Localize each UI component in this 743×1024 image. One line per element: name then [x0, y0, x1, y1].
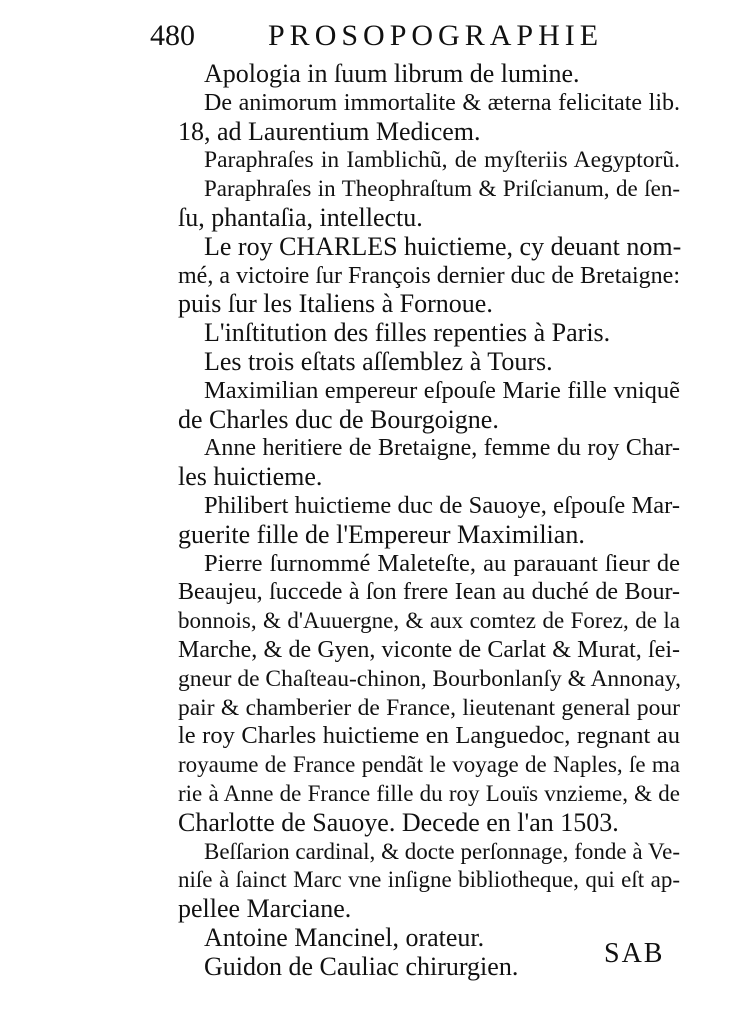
- text-line: gneur de Chaſteau-chinon, Bourbonlanſy & Annonay,: [178, 665, 681, 692]
- text-line: de Charles duc de Bourgoigne.: [178, 404, 499, 434]
- text-line: Paraphraſes in Iamblichũ, de myſteriis Aegyptorũ.: [204, 147, 680, 174]
- text-line: mé, a victoire ſur François dernier duc de Bretaigne:: [178, 262, 680, 289]
- text-line: pair & chamberier de France, lieutenant general pour: [178, 694, 680, 721]
- text-line: Guidon de Cauliac chirurgien.: [204, 951, 519, 981]
- running-title: PROSOPOGRAPHIE: [268, 19, 604, 52]
- text-line: bonnois, & d'Auuergne, & aux comtez de Forez, de la: [178, 608, 680, 634]
- text-line: Beſſarion cardinal, & docte perſonnage, fonde à Ve-: [204, 838, 680, 864]
- text-line: Beaujeu, ſuccede à ſon frere Iean au duché de Bour-: [178, 579, 680, 606]
- text-line: Anne heritiere de Bretaigne, femme du roy Char-: [204, 435, 680, 462]
- text-line: les huictieme.: [178, 462, 323, 492]
- text-line: Apologia in ſuum librum de lumine.: [204, 59, 580, 88]
- text-line: Paraphraſes in Theophraſtum & Priſcianum, de ſen-: [204, 176, 680, 202]
- text-line: De animorum immortalite & æterna felicitate lib.: [204, 89, 680, 116]
- text-line: Charlotte de Sauoye. Decede en l'an 1503.: [178, 807, 619, 837]
- text-line: L'inſtitution des filles repenties à Paris.: [204, 318, 611, 348]
- page-header: [150, 14, 610, 58]
- body-text: [178, 60, 680, 982]
- text-line: ſu, phantaſia, intellectu.: [178, 202, 423, 232]
- text-line: le roy Charles huictieme en Languedoc, regnant au: [178, 722, 680, 750]
- text-line: royaume de France pendãt le voyage de Naples, ſe ma: [178, 752, 680, 778]
- page-number: 480: [150, 19, 195, 52]
- text-line: Antoine Mancinel, orateur.: [204, 922, 485, 952]
- catchword: SAB: [604, 938, 665, 969]
- text-line: 18, ad Laurentium Medicem.: [178, 116, 481, 146]
- text-line: pellee Marciane.: [178, 894, 352, 924]
- text-line: rie à Anne de France fille du roy Louïs vnzieme, & de: [178, 780, 680, 806]
- text-line: Maximilian empereur eſpouſe Marie fille vniquẽ: [204, 376, 680, 404]
- text-line: Marche, & de Gyen, viconte de Carlat & Murat, ſei-: [178, 636, 680, 663]
- text-line: Les trois eſtats aſſemblez à Tours.: [204, 346, 553, 376]
- text-line: Le roy CHARLES huictieme, cy deuant nom-: [204, 231, 682, 261]
- text-line: puis ſur les Italiens à Fornoue.: [178, 289, 493, 319]
- text-line: guerite fille de l'Empereur Maximilian.: [178, 519, 585, 549]
- text-line: niſe à ſainct Marc vne inſigne bibliotheque, qui eſt ap-: [178, 867, 680, 893]
- text-line: Pierre ſurnommé Maleteſte, au parauant ſieur de: [204, 549, 680, 577]
- text-line: Philibert huictieme duc de Sauoye, eſpouſe Mar-: [204, 491, 680, 519]
